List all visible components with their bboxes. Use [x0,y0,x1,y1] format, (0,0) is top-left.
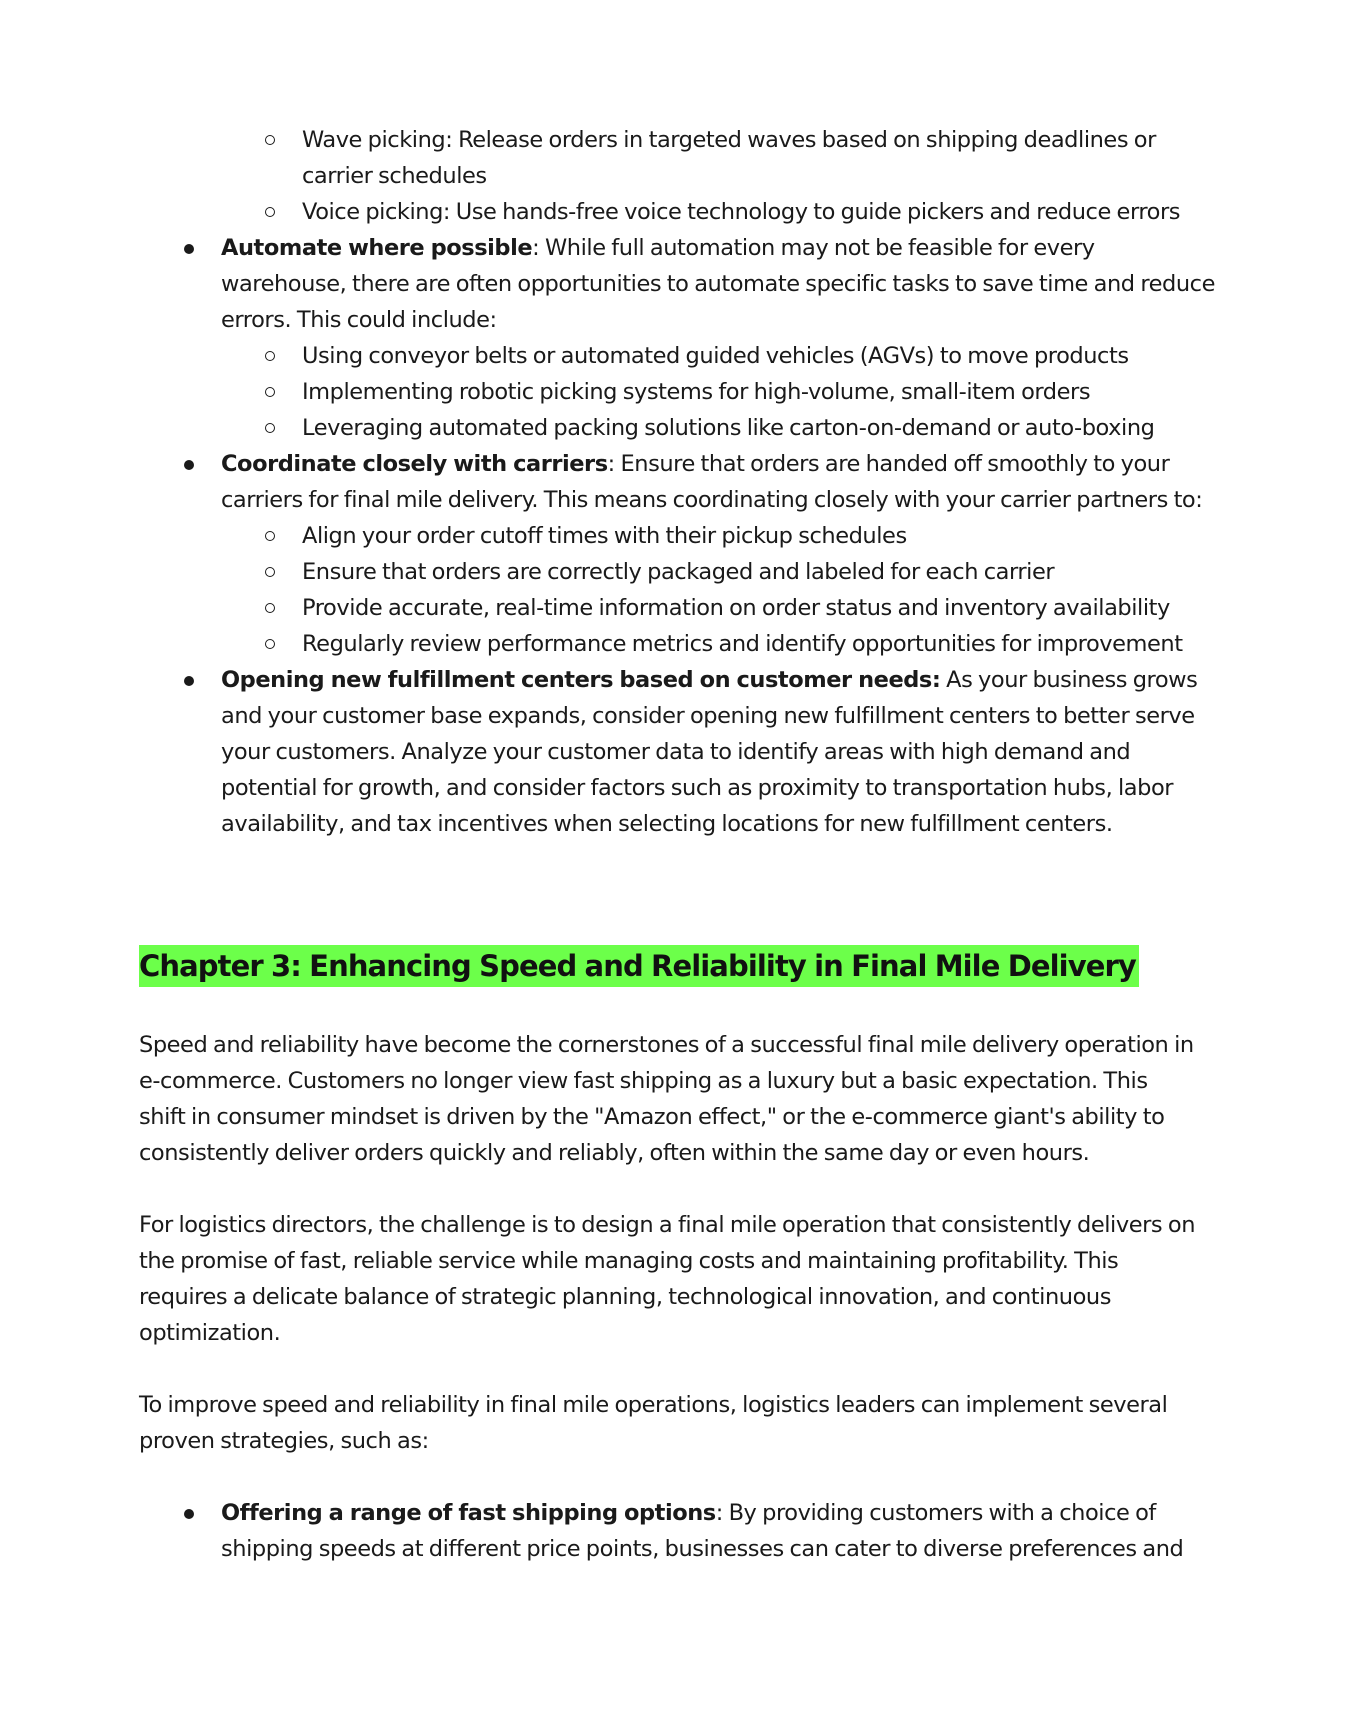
hollow-bullet-icon [265,207,275,217]
list-item-heading: Coordinate closely with carriers [221,451,608,477]
list-item-heading: Automate where possible [221,235,533,261]
sub-list [302,338,1221,446]
list-item-heading: Offering a range of fast shipping options [221,1500,716,1526]
list-item-heading: Opening new fulfillment centers based on customer needs: [221,667,941,693]
sub-item-text: Implementing robotic picking systems for high-volume, small-item orders [302,379,1091,405]
sub-list-item [302,626,1221,662]
bullet-icon [184,460,194,470]
sub-item-text: Voice picking: Use hands-free voice technology to guide pickers and reduce errors [302,199,1181,225]
list-item-text: : Ensure that orders are handed off smoothly to your carriers for final mile delivery. This means coordinating closely with your carrier partners to: [221,451,1203,513]
hollow-bullet-icon [265,603,275,613]
sub-list-item [302,338,1221,374]
hollow-bullet-icon [265,135,275,145]
top-bullet-list [221,122,1221,842]
bullet-icon [184,676,194,686]
list-item-text: As your business grows and your customer base expands, consider opening new fulfillment centers to better serve your customers. Analyze your customer data to identify areas with high demand and potential for growth, and consider factors such as proximity to transportation hubs, labor availability, and tax incentives when selecting locations for new fulfillment centers. [221,667,1198,837]
sub-item-text: Provide accurate, real-time information on order status and inventory availability [302,595,1170,621]
list-item-continuation [221,122,1221,230]
sub-list-item [302,194,1221,230]
sub-list [302,122,1221,230]
list-item-text: : While full automation may not be feasible for every warehouse, there are often opportunities to automate specific tasks to save time and reduce errors. This could include: [221,235,1215,333]
sub-list-item [302,410,1221,446]
sub-list-item [302,554,1221,590]
sub-list-item [302,374,1221,410]
bottom-bullet-list [221,1495,1221,1567]
hollow-bullet-icon [265,423,275,433]
body-paragraph: For logistics directors, the challenge is to design a final mile operation that consistently delivers on the promise of fast, reliable service while managing costs and maintaining profitability. This requires a delicate balance of strategic planning, technological innovation, and continuous optimization. [139,1212,1196,1346]
body-paragraph: To improve speed and reliability in final mile operations, logistics leaders can implement several proven strategies, such as: [139,1392,1168,1454]
list-item [221,662,1221,842]
bullet-icon [184,244,194,254]
sub-item-text: Wave picking: Release orders in targeted waves based on shipping deadlines or carrier schedules [302,127,1156,189]
sub-list-item [302,122,1221,194]
hollow-bullet-icon [265,351,275,361]
sub-item-text: Regularly review performance metrics and identify opportunities for improvement [302,631,1183,657]
sub-item-text: Using conveyor belts or automated guided vehicles (AGVs) to move products [302,343,1129,369]
sub-list [302,518,1221,662]
list-item-text: : By providing customers with a choice of shipping speeds at different price points, businesses can cater to diverse preferences and [221,1500,1184,1562]
chapter-heading: Chapter 3: Enhancing Speed and Reliability in Final Mile Delivery [139,945,1139,987]
list-item [221,230,1221,446]
hollow-bullet-icon [265,639,275,649]
sub-list-item [302,590,1221,626]
sub-item-text: Ensure that orders are correctly packaged and labeled for each carrier [302,559,1055,585]
sub-item-text: Leveraging automated packing solutions like carton-on-demand or auto-boxing [302,415,1155,441]
body-paragraph: Speed and reliability have become the cornerstones of a successful final mile delivery operation in e-commerce. Customers no longer view fast shipping as a luxury but a basic expectation. This shift in consumer mindset is driven by the "Amazon effect," or the e-commerce giant's ability to consistently deliver orders quickly and reliably, often within the same day or even hours. [139,1032,1194,1166]
hollow-bullet-icon [265,567,275,577]
sub-item-text: Align your order cutoff times with their pickup schedules [302,523,907,549]
list-item [221,446,1221,662]
hollow-bullet-icon [265,387,275,397]
list-item [221,1495,1221,1567]
hollow-bullet-icon [265,531,275,541]
sub-list-item [302,518,1221,554]
bullet-icon [184,1509,194,1519]
